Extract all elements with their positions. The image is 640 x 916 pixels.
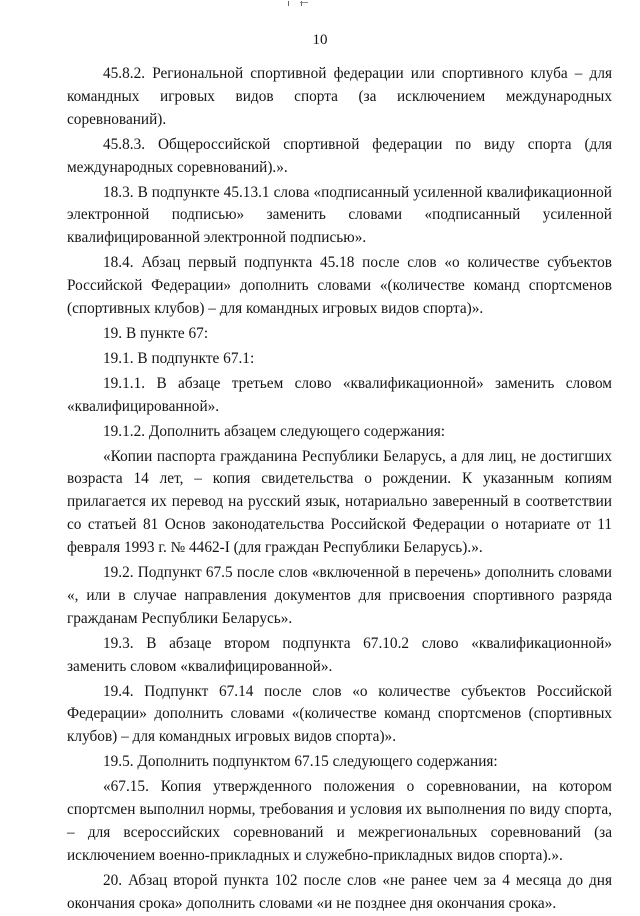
document-body bbox=[67, 63, 612, 916]
paragraph-20: 20. Абзац второй пункта 102 после слов «не ранее чем за 4 месяца до дня окончания срока» дополнить словами «и не позднее дня окончания срока». bbox=[67, 871, 612, 912]
scan-mark-line bbox=[300, 2, 308, 3]
paragraph-quote-passport: «Копии паспорта гражданина Республики Беларусь, а для лиц, не достигших возраста 14 лет, – копия свидетельства о рождении. К указанным копиям прилагается их перевод на русский язык, нотариально заверенный в соответствии со статьей 81 Основ законодательства Российской Федерации о нотариате от 11 февраля 1993 г. № 4462-I (для граждан Республики Беларусь).». bbox=[67, 447, 612, 557]
paragraph-45-8-2: 45.8.2. Региональной спортивной федерации или спортивного клуба – для командных игровых видов спорта (за исключением международных соревнований). bbox=[67, 65, 612, 128]
paragraph-quote-67-15: «67.15. Копия утвержденного положения о соревновании, на котором спортсмен выполнил нормы, требования и условия их выполнения по виду спорта, – для всероссийских соревнований и межрегиональных соревнований (за исключением военно-прикладных и служебно-прикладных видов спорта).». bbox=[67, 778, 612, 864]
paragraph-19-1-1: 19.1.1. В абзаце третьем слово «квалификационной» заменить словом «квалифицированной». bbox=[67, 374, 612, 415]
paragraph-19-2: 19.2. Подпункт 67.5 после слов «включенной в перечень» дополнить словами «, или в случае направления документов для присвоения спортивного разряда гражданам Республики Беларусь». bbox=[67, 564, 612, 627]
paragraph-19-1: 19.1. В подпункте 67.1: bbox=[103, 349, 255, 367]
paragraph-19-1-2: 19.1.2. Дополнить абзацем следующего содержания: bbox=[103, 422, 446, 440]
paragraph-19: 19. В пункте 67: bbox=[103, 324, 209, 342]
paragraph-19-3: 19.3. В абзаце втором подпункта 67.10.2 слово «квалификационной» заменить словом «квалифицированной». bbox=[67, 634, 612, 675]
paragraph-18-4: 18.4. Абзац первый подпункта 45.18 после слов «о количестве субъектов Российской Федерации» дополнить словами «(количестве команд спортсменов (спортивных клубов) – для командных игровых видов спорта)». bbox=[67, 254, 612, 318]
paragraph-19-5: 19.5. Дополнить подпунктом 67.15 следующего содержания: bbox=[103, 753, 498, 771]
paragraph-45-8-3: 45.8.3. Общероссийской спортивной федерации по виду спорта (для международных соревнований).». bbox=[67, 135, 612, 176]
page-number: 10 bbox=[312, 32, 328, 48]
paragraph-18-3: 18.3. В подпункте 45.13.1 слова «подписанный усиленной квалификационной электронной подписью» заменить словами «подписанный усиленной квалифицированной электронной подписью». bbox=[67, 183, 612, 247]
paragraph-19-4: 19.4. Подпункт 67.14 после слов «о количестве субъектов Российской Федерации» дополнить словами «(количестве команд спортсменов (спортивных клубов) – для командных игровых видов спорта)». bbox=[67, 682, 612, 746]
